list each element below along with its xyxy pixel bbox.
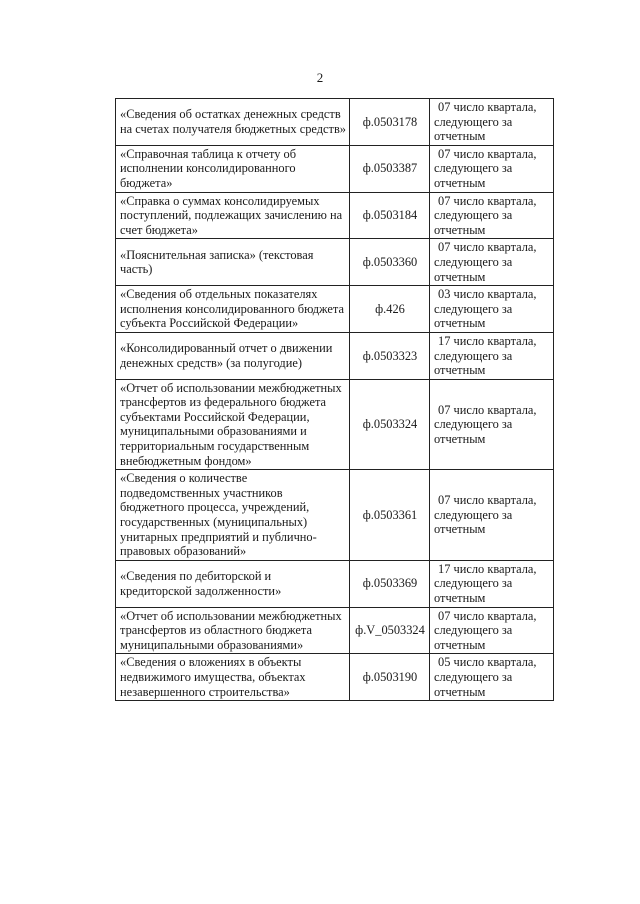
deadline-line: 03 число квартала,	[438, 287, 537, 302]
deadline-line: следующего за	[434, 254, 513, 269]
deadline-line: следующего за	[434, 507, 513, 522]
report-schedule-table	[115, 98, 554, 701]
report-name-cell: «Сведения об остатках денежных средств на счетах получателя бюджетных средств»	[116, 99, 350, 146]
deadline-cell	[430, 99, 554, 146]
deadline-cell	[430, 560, 554, 607]
report-name-cell: «Справочная таблица к отчету об исполнении консолидированного бюджета»	[116, 145, 350, 192]
deadline-line: 17 число квартала,	[438, 333, 537, 348]
deadline-line: следующего за	[434, 208, 513, 223]
table-row	[116, 654, 554, 701]
deadline-line: отчетным	[434, 316, 486, 331]
deadline-line: следующего за	[434, 669, 513, 684]
deadline-line: отчетным	[434, 269, 486, 284]
deadline-line: следующего за	[434, 576, 513, 591]
deadline-line: следующего за	[434, 161, 513, 176]
deadline-cell	[430, 379, 554, 470]
form-code-cell: ф.0503178	[350, 99, 430, 146]
deadline-cell	[430, 332, 554, 379]
table-row	[116, 99, 554, 146]
deadline-cell	[430, 654, 554, 701]
deadline-line: отчетным	[434, 431, 486, 446]
table-row	[116, 607, 554, 654]
deadline-line: 07 число квартала,	[438, 240, 537, 255]
deadline-line: 05 число квартала,	[438, 655, 537, 670]
form-code-cell: ф.0503387	[350, 145, 430, 192]
deadline-cell	[430, 470, 554, 561]
report-name-cell: «Отчет об использовании межбюджетных трансфертов из областного бюджета муниципальными образованиями»	[116, 607, 350, 654]
form-code-cell: ф.0503323	[350, 332, 430, 379]
deadline-line: 07 число квартала,	[438, 146, 537, 161]
deadline-cell	[430, 607, 554, 654]
report-name-cell: «Сведения по дебиторской и кредиторской задолженности»	[116, 560, 350, 607]
form-code-cell: ф.0503190	[350, 654, 430, 701]
form-code-cell: ф.0503361	[350, 470, 430, 561]
table-row	[116, 379, 554, 470]
report-name-cell: «Пояснительная записка» (текстовая часть)	[116, 239, 350, 286]
form-code-cell: ф.0503324	[350, 379, 430, 470]
deadline-line: следующего за	[434, 301, 513, 316]
deadline-line: следующего за	[434, 348, 513, 363]
deadline-cell	[430, 145, 554, 192]
table-row	[116, 560, 554, 607]
deadline-line: 07 число квартала,	[438, 608, 537, 623]
deadline-line: следующего за	[434, 417, 513, 432]
deadline-line: следующего за	[434, 114, 513, 129]
deadline-cell	[430, 239, 554, 286]
report-name-cell: «Отчет об использовании межбюджетных трансфертов из федерального бюджета субъектами Российской Федерации, муниципальными образованиями и территориальным государственным внебюджетным фондом»	[116, 379, 350, 470]
report-name-cell: «Сведения о количестве подведомственных участников бюджетного процесса, учреждений, государственных (муниципальных) унитарных предприятий и публично-правовых образований»	[116, 470, 350, 561]
deadline-line: 07 число квартала,	[438, 402, 537, 417]
deadline-line: отчетным	[434, 363, 486, 378]
deadline-cell	[430, 192, 554, 239]
form-code-cell: ф.V_0503324	[350, 607, 430, 654]
deadline-line: отчетным	[434, 684, 486, 699]
deadline-line: 17 число квартала,	[438, 561, 537, 576]
table-row	[116, 239, 554, 286]
deadline-line: 07 число квартала,	[438, 100, 537, 114]
deadline-line: отчетным	[434, 129, 486, 144]
deadline-line: отчетным	[434, 522, 486, 537]
form-code-cell: ф.0503360	[350, 239, 430, 286]
deadline-line: следующего за	[434, 623, 513, 638]
form-code-cell: ф.0503369	[350, 560, 430, 607]
deadline-line: отчетным	[434, 591, 486, 605]
table-row	[116, 286, 554, 333]
deadline-line: 07 число квартала,	[438, 493, 537, 508]
table-row	[116, 332, 554, 379]
deadline-line: отчетным	[434, 175, 486, 190]
deadline-line: отчетным	[434, 222, 486, 237]
form-code-cell: ф.426	[350, 286, 430, 333]
report-name-cell: «Справка о суммах консолидируемых поступлений, подлежащих зачислению на счет бюджета»	[116, 192, 350, 239]
page-number: 2	[316, 70, 324, 85]
report-name-cell: «Консолидированный отчет о движении денежных средств» (за полугодие)	[116, 332, 350, 379]
deadline-line: 07 число квартала,	[438, 193, 537, 208]
table-row	[116, 470, 554, 561]
deadline-line: отчетным	[434, 637, 486, 652]
form-code-cell: ф.0503184	[350, 192, 430, 239]
deadline-cell	[430, 286, 554, 333]
table-row	[116, 192, 554, 239]
table-body	[116, 99, 554, 701]
report-name-cell: «Сведения о вложениях в объекты недвижимого имущества, объектах незавершенного строительства»	[116, 654, 350, 701]
report-name-cell: «Сведения об отдельных показателях исполнения консолидированного бюджета субъекта Российской Федерации»	[116, 286, 350, 333]
table-row	[116, 145, 554, 192]
